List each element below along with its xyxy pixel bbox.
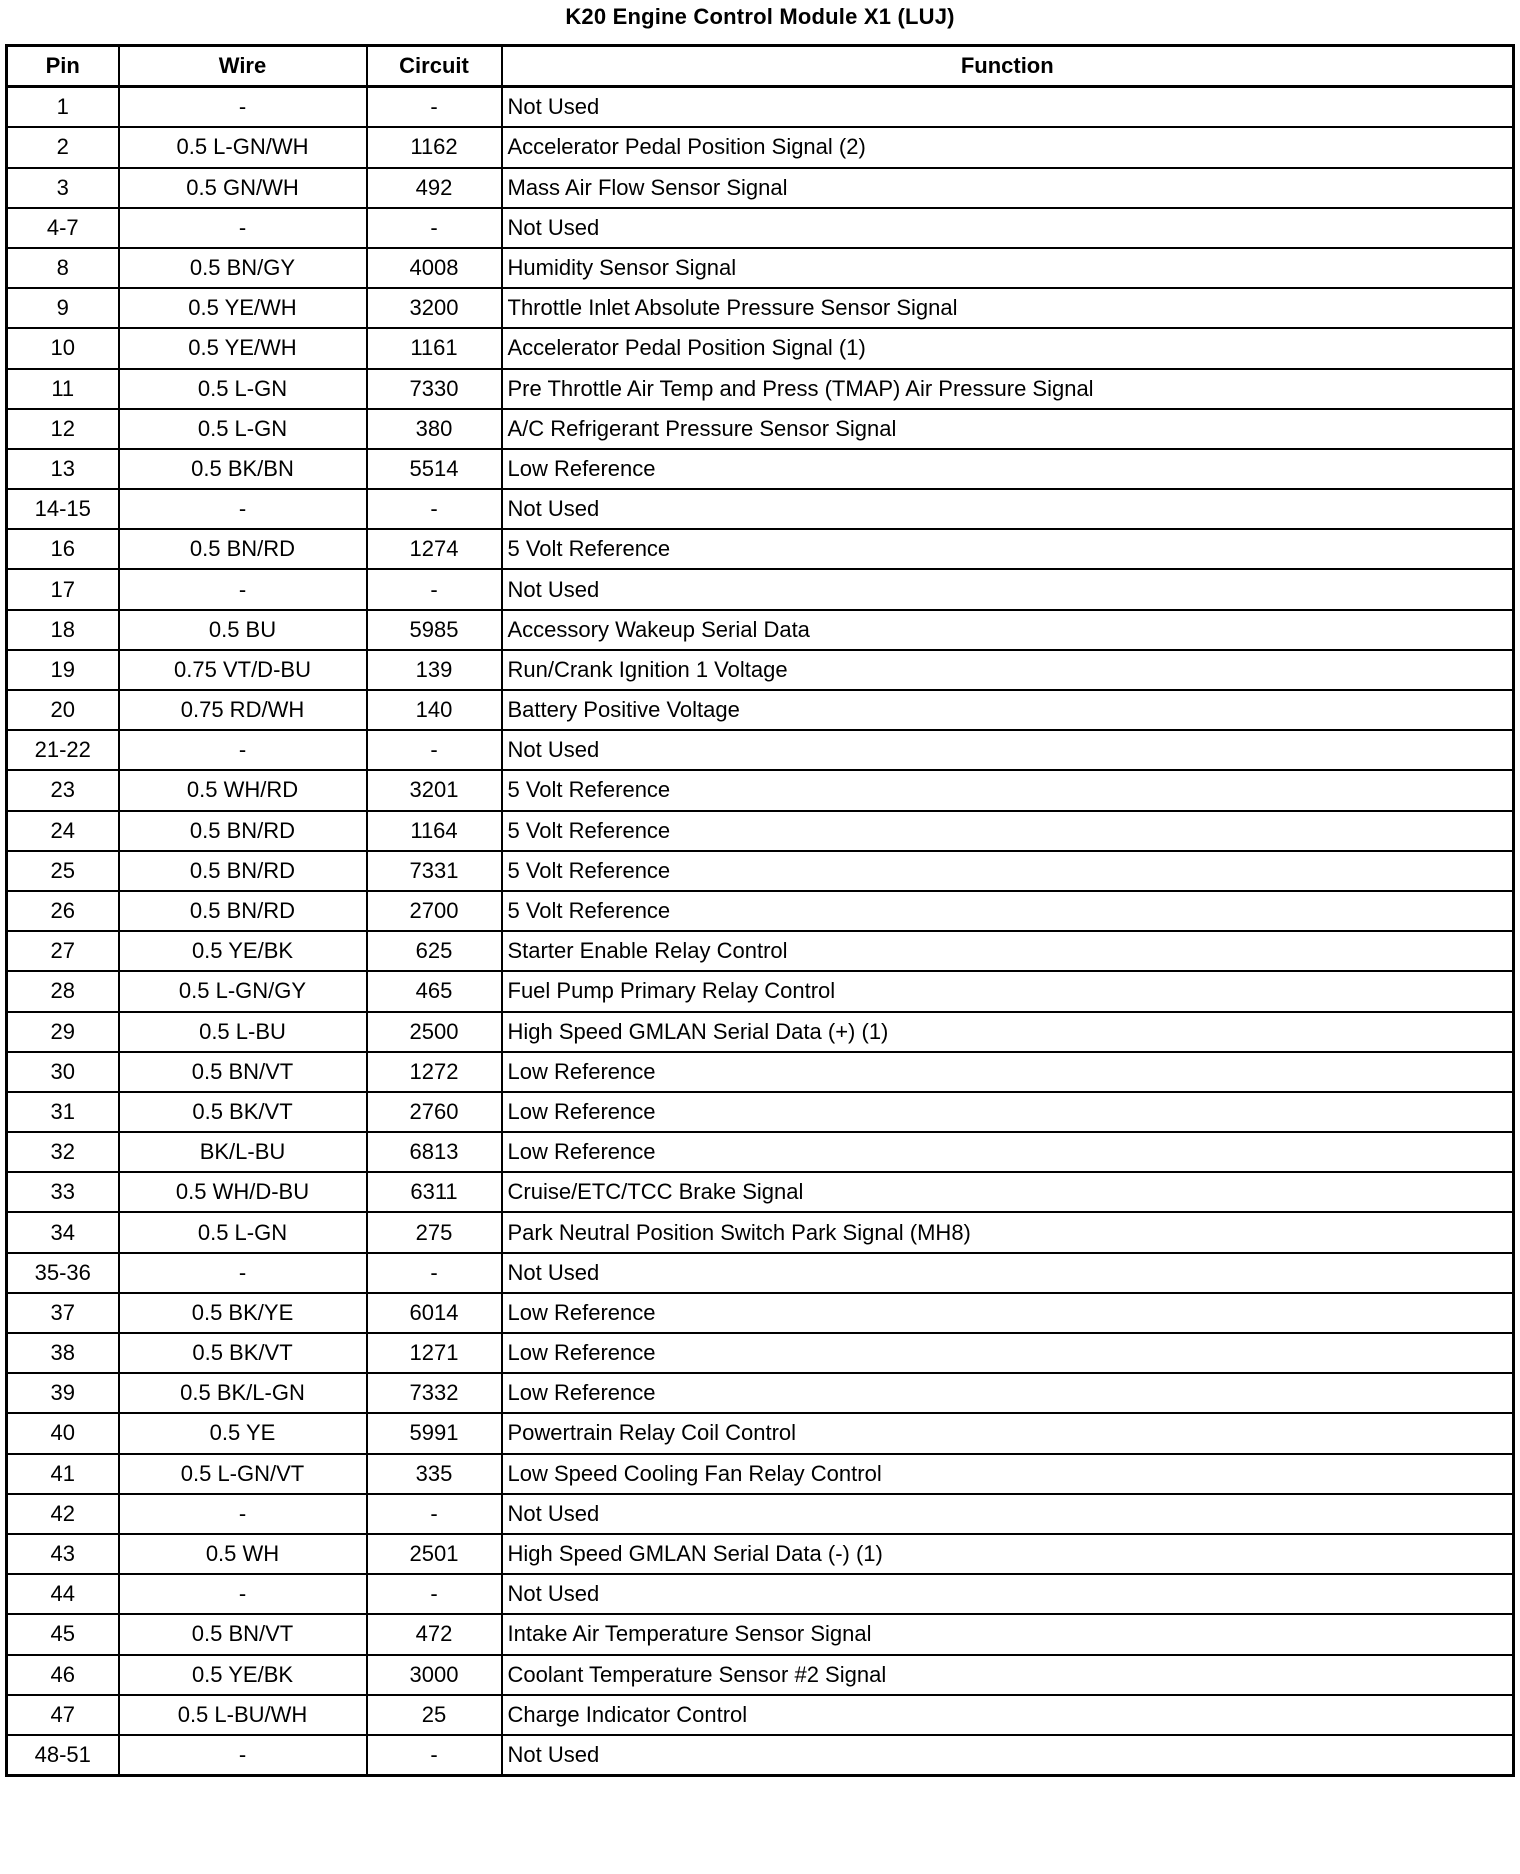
cell-wire: 0.5 BN/RD	[119, 891, 367, 931]
cell-pin: 3	[7, 168, 119, 208]
cell-function: Coolant Temperature Sensor #2 Signal	[502, 1655, 1514, 1695]
cell-function: Not Used	[502, 569, 1514, 609]
cell-circuit: 5985	[367, 610, 502, 650]
cell-wire: 0.5 L-BU	[119, 1012, 367, 1052]
cell-function: Low Speed Cooling Fan Relay Control	[502, 1454, 1514, 1494]
pinout-table	[5, 44, 1515, 1777]
cell-circuit: 1274	[367, 529, 502, 569]
table-row	[7, 87, 1514, 128]
table-row	[7, 1534, 1514, 1574]
cell-function: Park Neutral Position Switch Park Signal (MH8)	[502, 1212, 1514, 1252]
table-row	[7, 168, 1514, 208]
cell-function: Low Reference	[502, 1373, 1514, 1413]
table-row	[7, 891, 1514, 931]
cell-wire: 0.75 RD/WH	[119, 690, 367, 730]
cell-function: Fuel Pump Primary Relay Control	[502, 971, 1514, 1011]
table-row	[7, 248, 1514, 288]
cell-wire: -	[119, 1735, 367, 1776]
table-row	[7, 1333, 1514, 1373]
cell-pin: 16	[7, 529, 119, 569]
cell-function: Throttle Inlet Absolute Pressure Sensor Signal	[502, 288, 1514, 328]
cell-circuit: 139	[367, 650, 502, 690]
cell-function: Low Reference	[502, 1333, 1514, 1373]
cell-wire: 0.5 BN/RD	[119, 529, 367, 569]
cell-pin: 13	[7, 449, 119, 489]
cell-circuit: 1161	[367, 328, 502, 368]
table-row	[7, 1052, 1514, 1092]
cell-pin: 17	[7, 569, 119, 609]
cell-function: Accelerator Pedal Position Signal (1)	[502, 328, 1514, 368]
cell-pin: 39	[7, 1373, 119, 1413]
cell-wire: -	[119, 489, 367, 529]
table-row	[7, 288, 1514, 328]
cell-wire: 0.5 L-BU/WH	[119, 1695, 367, 1735]
cell-circuit: 2760	[367, 1092, 502, 1132]
table-row	[7, 1695, 1514, 1735]
table-row	[7, 1454, 1514, 1494]
cell-function: Not Used	[502, 1574, 1514, 1614]
cell-pin: 41	[7, 1454, 119, 1494]
table-row	[7, 1132, 1514, 1172]
cell-function: Cruise/ETC/TCC Brake Signal	[502, 1172, 1514, 1212]
cell-function: Intake Air Temperature Sensor Signal	[502, 1614, 1514, 1654]
cell-function: Powertrain Relay Coil Control	[502, 1413, 1514, 1453]
cell-function: Not Used	[502, 87, 1514, 128]
cell-function: Low Reference	[502, 1132, 1514, 1172]
cell-function: Not Used	[502, 489, 1514, 529]
page-title: K20 Engine Control Module X1 (LUJ)	[565, 4, 955, 29]
table-row	[7, 328, 1514, 368]
table-row	[7, 770, 1514, 810]
cell-circuit: 3000	[367, 1655, 502, 1695]
cell-pin: 10	[7, 328, 119, 368]
cell-function: Low Reference	[502, 1092, 1514, 1132]
cell-function: 5 Volt Reference	[502, 529, 1514, 569]
table-row	[7, 1172, 1514, 1212]
cell-circuit: 2700	[367, 891, 502, 931]
cell-pin: 30	[7, 1052, 119, 1092]
cell-wire: 0.5 BK/BN	[119, 449, 367, 489]
cell-wire: -	[119, 730, 367, 770]
cell-circuit: 4008	[367, 248, 502, 288]
cell-function: Accessory Wakeup Serial Data	[502, 610, 1514, 650]
cell-circuit: 380	[367, 409, 502, 449]
cell-circuit: 625	[367, 931, 502, 971]
cell-function: Mass Air Flow Sensor Signal	[502, 168, 1514, 208]
cell-pin: 48-51	[7, 1735, 119, 1776]
cell-wire: 0.5 BU	[119, 610, 367, 650]
cell-wire: 0.5 WH	[119, 1534, 367, 1574]
cell-wire: 0.5 BN/RD	[119, 811, 367, 851]
cell-pin: 12	[7, 409, 119, 449]
table-row	[7, 1092, 1514, 1132]
cell-pin: 8	[7, 248, 119, 288]
cell-function: Low Reference	[502, 449, 1514, 489]
cell-pin: 18	[7, 610, 119, 650]
cell-circuit: -	[367, 1735, 502, 1776]
cell-circuit: 140	[367, 690, 502, 730]
cell-wire: 0.5 BK/VT	[119, 1092, 367, 1132]
cell-circuit: 5991	[367, 1413, 502, 1453]
cell-function: Run/Crank Ignition 1 Voltage	[502, 650, 1514, 690]
cell-pin: 27	[7, 931, 119, 971]
cell-wire: 0.5 YE/WH	[119, 328, 367, 368]
cell-wire: 0.5 L-GN	[119, 1212, 367, 1252]
cell-wire: 0.5 BK/L-GN	[119, 1373, 367, 1413]
cell-pin: 33	[7, 1172, 119, 1212]
cell-pin: 21-22	[7, 730, 119, 770]
cell-function: High Speed GMLAN Serial Data (-) (1)	[502, 1534, 1514, 1574]
cell-function: 5 Volt Reference	[502, 891, 1514, 931]
cell-circuit: 1162	[367, 127, 502, 167]
cell-circuit: -	[367, 730, 502, 770]
table-row	[7, 730, 1514, 770]
cell-pin: 44	[7, 1574, 119, 1614]
table-row	[7, 208, 1514, 248]
cell-wire: -	[119, 1253, 367, 1293]
cell-circuit: -	[367, 489, 502, 529]
cell-pin: 37	[7, 1293, 119, 1333]
table-row	[7, 1373, 1514, 1413]
cell-circuit: 465	[367, 971, 502, 1011]
cell-function: Charge Indicator Control	[502, 1695, 1514, 1735]
cell-circuit: 3200	[367, 288, 502, 328]
cell-pin: 35-36	[7, 1253, 119, 1293]
cell-wire: 0.5 BN/GY	[119, 248, 367, 288]
cell-pin: 40	[7, 1413, 119, 1453]
table-row	[7, 851, 1514, 891]
cell-pin: 46	[7, 1655, 119, 1695]
cell-circuit: 2501	[367, 1534, 502, 1574]
cell-wire: 0.5 YE/WH	[119, 288, 367, 328]
cell-pin: 26	[7, 891, 119, 931]
cell-circuit: -	[367, 208, 502, 248]
cell-wire: 0.5 BN/VT	[119, 1052, 367, 1092]
table-row	[7, 931, 1514, 971]
column-header-pin: Pin	[7, 46, 119, 87]
table-row	[7, 690, 1514, 730]
cell-function: Low Reference	[502, 1293, 1514, 1333]
cell-function: 5 Volt Reference	[502, 811, 1514, 851]
cell-circuit: 1164	[367, 811, 502, 851]
cell-pin: 19	[7, 650, 119, 690]
cell-circuit: 7331	[367, 851, 502, 891]
cell-function: Pre Throttle Air Temp and Press (TMAP) Air Pressure Signal	[502, 369, 1514, 409]
cell-circuit: 472	[367, 1614, 502, 1654]
table-row	[7, 1494, 1514, 1534]
cell-circuit: -	[367, 87, 502, 128]
cell-function: Humidity Sensor Signal	[502, 248, 1514, 288]
cell-wire: 0.5 BK/VT	[119, 1333, 367, 1373]
cell-circuit: 25	[367, 1695, 502, 1735]
cell-wire: -	[119, 87, 367, 128]
cell-pin: 11	[7, 369, 119, 409]
cell-function: Not Used	[502, 1735, 1514, 1776]
cell-circuit: 3201	[367, 770, 502, 810]
table-header-row	[7, 46, 1514, 87]
cell-circuit: -	[367, 1494, 502, 1534]
table-row	[7, 1413, 1514, 1453]
cell-pin: 29	[7, 1012, 119, 1052]
cell-function: A/C Refrigerant Pressure Sensor Signal	[502, 409, 1514, 449]
table-row	[7, 610, 1514, 650]
table-row	[7, 650, 1514, 690]
cell-wire: 0.5 YE	[119, 1413, 367, 1453]
cell-wire: 0.5 BN/RD	[119, 851, 367, 891]
cell-circuit: 7332	[367, 1373, 502, 1413]
cell-wire: BK/L-BU	[119, 1132, 367, 1172]
column-header-circuit: Circuit	[367, 46, 502, 87]
cell-wire: 0.5 WH/RD	[119, 770, 367, 810]
table-row	[7, 1655, 1514, 1695]
cell-function: High Speed GMLAN Serial Data (+) (1)	[502, 1012, 1514, 1052]
table-row	[7, 1614, 1514, 1654]
cell-circuit: 6311	[367, 1172, 502, 1212]
cell-pin: 34	[7, 1212, 119, 1252]
cell-circuit: 7330	[367, 369, 502, 409]
cell-function: Low Reference	[502, 1052, 1514, 1092]
cell-wire: -	[119, 208, 367, 248]
cell-function: Not Used	[502, 208, 1514, 248]
cell-circuit: 1272	[367, 1052, 502, 1092]
cell-function: Starter Enable Relay Control	[502, 931, 1514, 971]
cell-circuit: 6813	[367, 1132, 502, 1172]
column-header-wire: Wire	[119, 46, 367, 87]
table-row	[7, 1212, 1514, 1252]
table-row	[7, 1735, 1514, 1776]
cell-wire: -	[119, 1574, 367, 1614]
cell-function: 5 Volt Reference	[502, 851, 1514, 891]
cell-wire: 0.5 WH/D-BU	[119, 1172, 367, 1212]
table-row	[7, 449, 1514, 489]
cell-wire: 0.5 L-GN	[119, 369, 367, 409]
cell-circuit: -	[367, 569, 502, 609]
cell-pin: 47	[7, 1695, 119, 1735]
table-row	[7, 489, 1514, 529]
cell-pin: 2	[7, 127, 119, 167]
cell-pin: 9	[7, 288, 119, 328]
cell-wire: 0.5 L-GN/GY	[119, 971, 367, 1011]
cell-pin: 20	[7, 690, 119, 730]
table-row	[7, 1574, 1514, 1614]
cell-wire: 0.75 VT/D-BU	[119, 650, 367, 690]
cell-circuit: 275	[367, 1212, 502, 1252]
cell-function: Battery Positive Voltage	[502, 690, 1514, 730]
cell-circuit: 2500	[367, 1012, 502, 1052]
cell-wire: 0.5 YE/BK	[119, 1655, 367, 1695]
cell-wire: 0.5 GN/WH	[119, 168, 367, 208]
cell-pin: 1	[7, 87, 119, 128]
table-row	[7, 369, 1514, 409]
cell-pin: 42	[7, 1494, 119, 1534]
cell-function: Not Used	[502, 1253, 1514, 1293]
cell-function: Not Used	[502, 730, 1514, 770]
cell-pin: 14-15	[7, 489, 119, 529]
cell-wire: -	[119, 569, 367, 609]
cell-wire: -	[119, 1494, 367, 1534]
cell-pin: 28	[7, 971, 119, 1011]
cell-pin: 25	[7, 851, 119, 891]
table-body	[7, 87, 1514, 1776]
cell-wire: 0.5 BN/VT	[119, 1614, 367, 1654]
cell-function: 5 Volt Reference	[502, 770, 1514, 810]
table-row	[7, 1253, 1514, 1293]
cell-wire: 0.5 L-GN/WH	[119, 127, 367, 167]
cell-circuit: 6014	[367, 1293, 502, 1333]
cell-circuit: 1271	[367, 1333, 502, 1373]
table-row	[7, 811, 1514, 851]
table-row	[7, 1012, 1514, 1052]
table-row	[7, 569, 1514, 609]
cell-circuit: 5514	[367, 449, 502, 489]
table-row	[7, 127, 1514, 167]
cell-pin: 23	[7, 770, 119, 810]
cell-function: Accelerator Pedal Position Signal (2)	[502, 127, 1514, 167]
cell-circuit: 492	[367, 168, 502, 208]
cell-pin: 45	[7, 1614, 119, 1654]
cell-circuit: -	[367, 1574, 502, 1614]
cell-pin: 24	[7, 811, 119, 851]
cell-wire: 0.5 L-GN	[119, 409, 367, 449]
cell-function: Not Used	[502, 1494, 1514, 1534]
cell-pin: 4-7	[7, 208, 119, 248]
column-header-function: Function	[502, 46, 1514, 87]
table-row	[7, 529, 1514, 569]
cell-wire: 0.5 BK/YE	[119, 1293, 367, 1333]
cell-wire: 0.5 L-GN/VT	[119, 1454, 367, 1494]
cell-pin: 32	[7, 1132, 119, 1172]
cell-pin: 43	[7, 1534, 119, 1574]
table-row	[7, 971, 1514, 1011]
cell-wire: 0.5 YE/BK	[119, 931, 367, 971]
cell-pin: 31	[7, 1092, 119, 1132]
table-row	[7, 409, 1514, 449]
cell-pin: 38	[7, 1333, 119, 1373]
table-row	[7, 1293, 1514, 1333]
cell-circuit: -	[367, 1253, 502, 1293]
cell-circuit: 335	[367, 1454, 502, 1494]
